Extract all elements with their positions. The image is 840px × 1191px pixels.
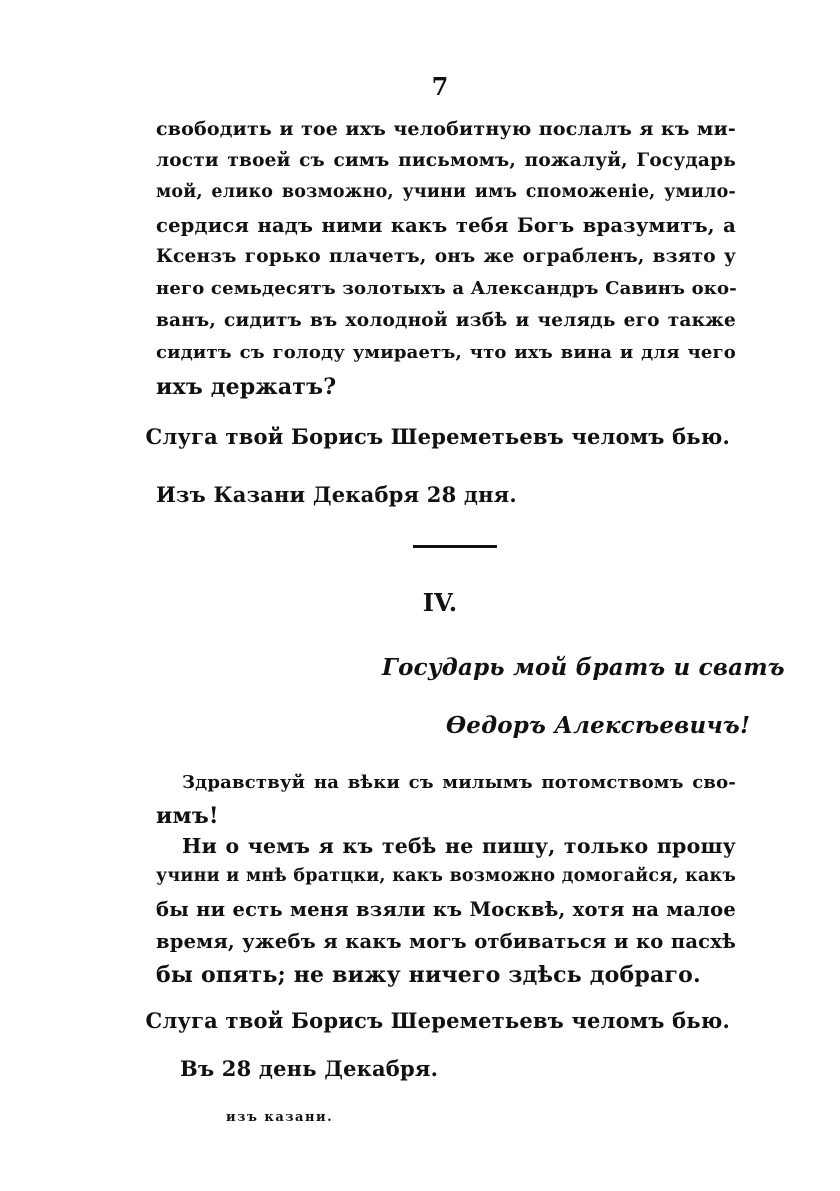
text-line: ихъ держатъ?: [156, 374, 337, 400]
text-line: бы опять; не вижу ничего здѣсь добраго.: [156, 962, 701, 988]
text-line: имъ!: [156, 803, 219, 829]
text-line: бы ни есть меня взяли къ Москвѣ, хотя на малое: [156, 898, 736, 921]
section-number: IV.: [422, 588, 458, 617]
text-line: сидитъ съ голоду умираетъ, что ихъ вина и для чего: [156, 342, 736, 363]
text-line: мой, елико возможно, учини имъ споможеніе, умило-: [156, 182, 736, 202]
text-line: сердися надъ ними какъ тебя Богъ вразумитъ, а: [156, 214, 736, 237]
section-divider: [413, 545, 497, 548]
text-line: ванъ, сидитъ въ холодной избѣ и челядь его также: [156, 310, 736, 331]
signature: Слуга твой Борисъ Шереметьевъ челомъ бью.: [145, 1008, 730, 1033]
signature: Слуга твой Борисъ Шереметьевъ челомъ бью.: [145, 424, 730, 449]
place-date: Изъ Казани Декабря 28 дня.: [156, 482, 517, 507]
text-line: Ксензъ горько плачетъ, онъ же ограбленъ, взято у: [156, 246, 736, 267]
text-line: Здравствуй на вѣки съ милымъ потомствомъ сво-: [182, 772, 736, 793]
text-line: него семьдесятъ золотыхъ а Александръ Савинъ око-: [156, 278, 737, 299]
text-line: время, ужебъ я какъ могъ отбиваться и ко пасхѣ: [156, 930, 736, 953]
page-number: 7: [431, 72, 449, 101]
text-line: учини и мнѣ братцки, какъ возможно домогайся, какъ: [156, 866, 736, 886]
letter-place: изъ казани.: [226, 1110, 334, 1125]
letter-date: Въ 28 день Декабря.: [180, 1056, 439, 1081]
text-line: лости твоей съ симъ письмомъ, пожалуй, Государь: [156, 150, 736, 171]
salutation: Государь мой братъ и сватъ: [382, 654, 785, 681]
text-line: свободить и тое ихъ челобитную послалъ я къ ми-: [156, 118, 736, 140]
text-line: Ни о чемъ я къ тебѣ не пишу, только прошу: [182, 834, 736, 858]
addressee-name: Ѳедоръ Алексѣевичъ!: [446, 712, 751, 739]
